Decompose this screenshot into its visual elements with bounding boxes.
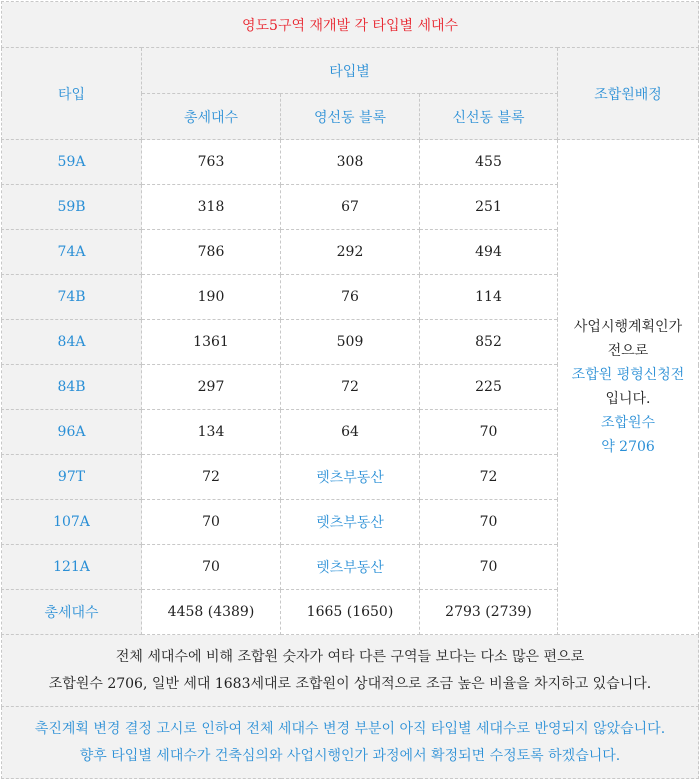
header-total: 총세대수 bbox=[142, 94, 281, 140]
type-cell: 84A bbox=[2, 320, 142, 365]
sinseon-cell: 70 bbox=[420, 545, 558, 590]
type-cell: 107A bbox=[2, 500, 142, 545]
total-cell: 72 bbox=[142, 455, 281, 500]
update-note-line: 촉진계획 변경 결정 고시로 인하여 전체 세대수 변경 부분이 아직 타입별 세대수로 반영되지 않았습니다. bbox=[34, 720, 666, 737]
total-cell: 297 bbox=[142, 365, 281, 410]
sinseon-cell: 225 bbox=[420, 365, 558, 410]
sinseon-cell: 455 bbox=[420, 140, 558, 185]
yeongseon-cell: 308 bbox=[281, 140, 420, 185]
sinseon-cell: 70 bbox=[420, 500, 558, 545]
sinseon-cell: 114 bbox=[420, 275, 558, 320]
yeongseon-cell: 64 bbox=[281, 410, 420, 455]
type-cell: 121A bbox=[2, 545, 142, 590]
update-note bbox=[2, 707, 699, 779]
totals-label: 총세대수 bbox=[2, 590, 142, 635]
sinseon-cell: 72 bbox=[420, 455, 558, 500]
total-cell: 70 bbox=[142, 545, 281, 590]
total-cell: 190 bbox=[142, 275, 281, 320]
yeongseon-cell: 509 bbox=[281, 320, 420, 365]
members-note bbox=[558, 140, 699, 635]
type-cell: 74A bbox=[2, 230, 142, 275]
members-note-line: 약 2706 bbox=[601, 439, 655, 455]
table-row bbox=[2, 140, 699, 185]
update-note-line: 향후 타입별 세대수가 건축심의와 사업시행인가 과정에서 확정되면 수정토록 하겠습니다. bbox=[79, 747, 621, 764]
yeongseon-cell: 렛츠부동산 bbox=[281, 455, 420, 500]
header-by-type: 타입별 bbox=[142, 48, 558, 94]
members-note-line: 조합원수 bbox=[600, 415, 656, 431]
household-table bbox=[1, 1, 699, 779]
members-note-line: 입니다. bbox=[605, 391, 651, 407]
table-title: 영도5구역 재개발 각 타입별 세대수 bbox=[2, 2, 699, 48]
totals-yeongseon: 1665 (1650) bbox=[281, 590, 420, 635]
header-members: 조합원배정 bbox=[558, 48, 699, 140]
members-note-line: 전으로 bbox=[607, 343, 649, 359]
total-cell: 134 bbox=[142, 410, 281, 455]
total-cell: 1361 bbox=[142, 320, 281, 365]
header-sinseon: 신선동 블록 bbox=[420, 94, 558, 140]
yeongseon-cell: 렛츠부동산 bbox=[281, 500, 420, 545]
sinseon-cell: 852 bbox=[420, 320, 558, 365]
sinseon-cell: 251 bbox=[420, 185, 558, 230]
type-cell: 84B bbox=[2, 365, 142, 410]
summary-note-line: 전체 세대수에 비해 조합원 숫자가 여타 다른 구역들 보다는 다소 많은 편으로 bbox=[115, 648, 585, 665]
header-yeongseon: 영선동 블록 bbox=[281, 94, 420, 140]
type-cell: 59B bbox=[2, 185, 142, 230]
type-cell: 59A bbox=[2, 140, 142, 185]
yeongseon-cell: 76 bbox=[281, 275, 420, 320]
total-cell: 786 bbox=[142, 230, 281, 275]
sinseon-cell: 70 bbox=[420, 410, 558, 455]
type-cell: 74B bbox=[2, 275, 142, 320]
totals-total: 4458 (4389) bbox=[142, 590, 281, 635]
members-note-line: 사업시행계획인가 bbox=[573, 319, 683, 335]
yeongseon-cell: 72 bbox=[281, 365, 420, 410]
type-cell: 96A bbox=[2, 410, 142, 455]
summary-note-line: 조합원수 2706, 일반 세대 1683세대로 조합원이 상대적으로 조금 높은 비율을 차지하고 있습니다. bbox=[48, 675, 652, 692]
sinseon-cell: 494 bbox=[420, 230, 558, 275]
yeongseon-cell: 292 bbox=[281, 230, 420, 275]
total-cell: 70 bbox=[142, 500, 281, 545]
total-cell: 318 bbox=[142, 185, 281, 230]
yeongseon-cell: 렛츠부동산 bbox=[281, 545, 420, 590]
total-cell: 763 bbox=[142, 140, 281, 185]
summary-note bbox=[2, 635, 699, 707]
totals-sinseon: 2793 (2739) bbox=[420, 590, 558, 635]
type-cell: 97T bbox=[2, 455, 142, 500]
yeongseon-cell: 67 bbox=[281, 185, 420, 230]
header-type: 타입 bbox=[2, 48, 142, 140]
members-note-line: 조합원 평형신청전 bbox=[571, 367, 685, 383]
